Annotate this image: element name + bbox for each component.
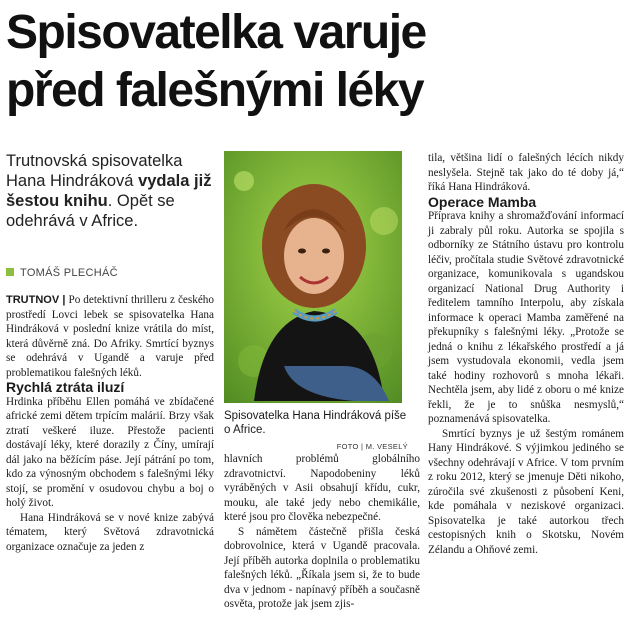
lead-text-bold: vydala již šestou knihu <box>6 172 212 210</box>
subheading-operace-mamba: Operace Mamba <box>428 193 537 210</box>
byline <box>6 267 216 279</box>
lead-text-end: . Opět se odehrává v Africe. <box>6 192 175 230</box>
article-column-3 <box>428 151 624 557</box>
article-paragraph: Příprava knihy a shromažďování informací ji zabraly půl roku. Autorka se spojila s odborníky ze Státního ústavu pro kontrolu léčiv, pročítala studie Světové zdravotnické organizace, komunikovala s ugandskou organizací National Drug Authority i ředitelem tamního Interpolu, aby získala informace k operaci Mamba zaměřené na překupníky s falešnými léky. „Protože se jedná o knihu z lékařského prostředí a já jsem vystudovala ekonomii, vedla jsem také hodiny rozhovorů s mnoha lékaři. Nechtěla jsem, aby lidé z oboru o mé knize řekli, že je to snůška nesmyslů,“ poznamenává spisovatelka. <box>428 210 624 425</box>
author-photo <box>224 151 402 403</box>
lead-text-start: Trutnovská spisovatelka Hana Hindráková <box>6 152 183 190</box>
article-paragraph: Hana Hindráková se v nové knize zabývá tématem, který Světová zdravotnická organizace označuje za jeden z <box>6 511 214 553</box>
article-paragraph: Smrtící byznys je už šestým románem Hany Hindrákové. S výjimkou jediného se všechny odehrávají v Africe. V tom prvním z roku 2012, který se jmenuje Děti nikoho, zúročila své zkušenosti z působení Keni, kde pomáhala v neziskové organizaci. Spisovatelka je také autorkou třech cestopisných knih o Skotsku, Novém Zélandu a Ohňové zemi. <box>428 427 624 556</box>
headline <box>6 4 626 120</box>
headline-line-2: před falešnými léky <box>6 64 424 117</box>
article-paragraph: Hrdinka příběhu Ellen pomáhá ve zbídačené africké zemi dětem trpícím malárií. Brzy však ztratí veškeré iluze. Přestože pacienti dostávají léky, které dorazily z Číny, umírají dál jako na běžícím páse. Její pátrání po tom, kdo za výnosným obchodem s falešnými léky stojí, se promění v osudovou chybu a boj o holý život. <box>6 395 214 509</box>
article-paragraph: TRUTNOV | Po detektivní thrilleru z českého prostředí Lovci lebek se spisovatelka Hana Hindráková v poslední knize vrátila do míst, která důvěrně zná. Do Afriky. Smrtící byznys se odehrává v Ugandě a varuje před problematikou falešných léků. <box>6 294 214 379</box>
article-column-2 <box>224 452 420 612</box>
dateline: TRUTNOV | <box>6 294 66 306</box>
lead-paragraph <box>6 151 216 231</box>
photo-credit: FOTO | M. VESELÝ <box>336 442 408 451</box>
photo-caption-text: Spisovatelka Hana Hindráková píše o Africe. <box>224 410 407 436</box>
photo-caption <box>224 409 408 454</box>
article-paragraph: tila, většina lidí o falešných lécích nikdy neslyšela. Stejně tak jako do té doby já,“ říká Hana Hindráková. <box>428 152 624 193</box>
byline-square-icon <box>6 268 14 276</box>
article-paragraph: S námětem částečně přišla česká dobrovolnice, která v Ugandě pracovala. Její příběh autorka doplnila o problematiku falešných léků. „Říkala jsem si, že to bude dva v jednom - napínavý příběh a současně osvěta, protože jak jsem zjis- <box>224 525 420 610</box>
subheading-rychla-ztrata: Rychlá ztráta iluzí <box>6 379 125 395</box>
byline-author: TOMÁŠ PLECHÁČ <box>20 267 118 279</box>
article-column-1 <box>6 293 214 554</box>
headline-line-1: Spisovatelka varuje <box>6 6 426 59</box>
article-paragraph: hlavních problémů globálního zdravotnictví. Napodobeniny léků vyráběných v Asii obsahují křídu, cukr, mouku, ale také jedy nebo chemikálie, které jsou pro člověka nebezpečné. <box>224 453 420 523</box>
author-photo-illustration <box>224 151 402 403</box>
